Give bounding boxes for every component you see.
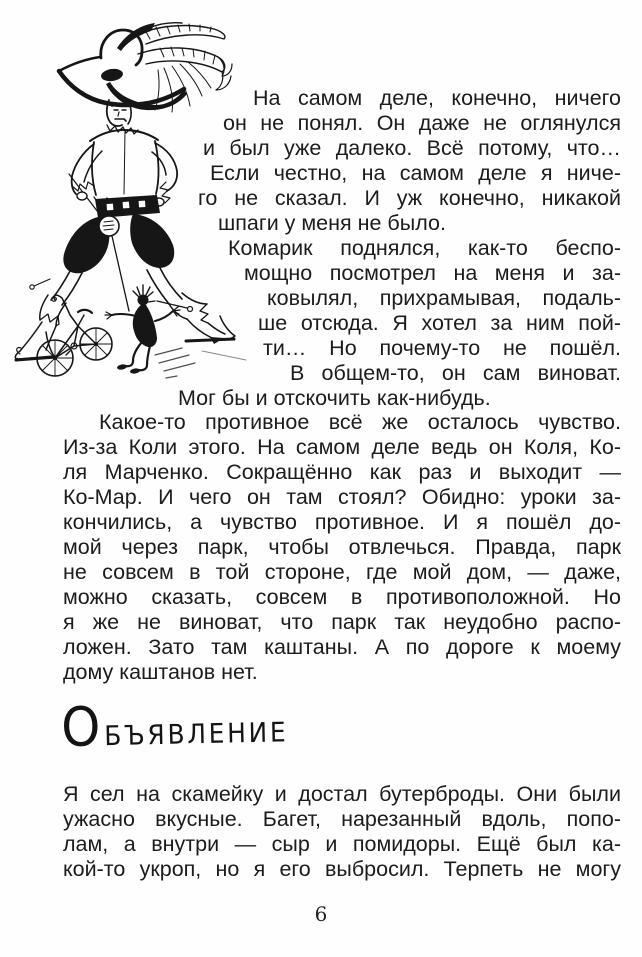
text-line: он не понял. Он даже не оглянулся <box>223 111 621 135</box>
text-line: Комарик поднялся, как-то беспо- <box>228 236 621 260</box>
text-line: Мог бы и отскочить как-нибудь. <box>178 386 491 410</box>
text-line: дому каштанов нет. <box>63 660 258 684</box>
text-line: не совсем в той стороне, где мой дом, — даже, <box>63 560 621 584</box>
text-line: ля Марченко. Сокращённо как раз и выходит — <box>63 460 621 484</box>
paragraph-2 <box>63 410 621 686</box>
page-number: 6 <box>314 902 328 926</box>
text-line: кой-то укроп, но я его выбросил. Терпеть не могу <box>63 857 621 881</box>
text-line: мой через парк, чтобы отвлечься. Правда, парк <box>63 535 621 559</box>
text-line: Ко-Мар. И чего он там стоял? Обидно: уроки за- <box>63 485 621 509</box>
text-line: Если честно, на самом деле я ниче- <box>210 161 621 185</box>
chapter-heading: ОБЪЯВЛЕНИЕ <box>60 695 289 760</box>
text-line: го не сказал. И уж конечно, никакой <box>198 186 621 210</box>
text-line: Из-за Коли этого. На самом деле ведь он Коля, Ко- <box>63 435 621 459</box>
text-line: шпаги у меня не было. <box>218 211 446 235</box>
text-line: ше отсюда. Я хотел за ним пой- <box>258 311 621 335</box>
text-line: и был уже далеко. Всё потому, что… <box>203 136 621 160</box>
text-line: ложен. Зато там каштаны. А по дороге к моему <box>63 635 621 659</box>
text-line: я же не виноват, что парк так неудобно распо- <box>63 610 621 634</box>
text-line: ковылял, прихрамывая, подаль- <box>267 286 621 310</box>
text-line: На самом деле, конечно, ничего <box>253 86 621 110</box>
paragraph-3 <box>63 782 621 883</box>
text-line: ужасно вкусные. Багет, нарезанный вдоль, попо- <box>63 807 621 831</box>
text-line: Какое-то противное всё же осталось чувство. <box>99 410 621 434</box>
text-line: В общем-то, он сам виноват. <box>290 361 621 385</box>
text-line: мощно посмотрел на меня и за- <box>244 261 621 285</box>
text-line: кончились, а чувство противное. И я пошёл до- <box>63 510 621 534</box>
text-line: Я сел на скамейку и достал бутерброды. Они были <box>63 782 621 806</box>
text-line: лам, а внутри — сыр и помидоры. Ещё был ка- <box>63 832 621 856</box>
paragraph-wrapped <box>63 86 621 412</box>
text-line: можно сказать, совсем в противоположной. Но <box>63 585 621 609</box>
text-line: ти… Но почему-то не пошёл. <box>263 336 621 360</box>
